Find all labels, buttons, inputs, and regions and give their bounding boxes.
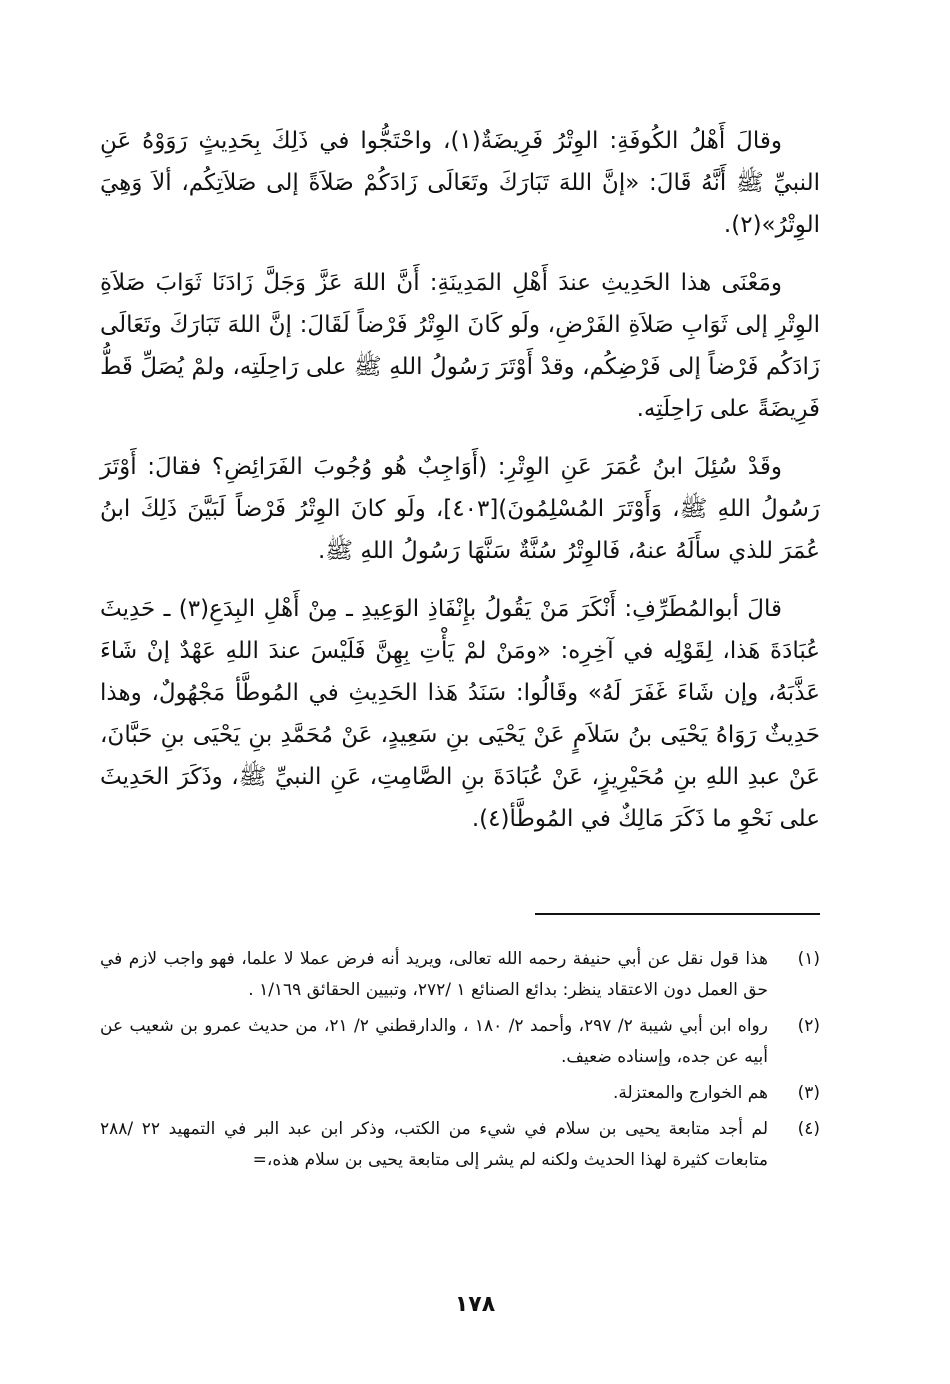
footnote-number: (٣) [797,1083,820,1103]
page-number: ١٧٨ [454,1292,496,1317]
footnote-number: (٤) [797,1119,820,1139]
footnote-number: (١) [797,949,820,969]
footnote-separator [535,913,820,915]
footnote-item [100,944,820,1006]
main-text [100,120,820,856]
paragraph-kufa: وقالَ أَهْلُ الكُوفَةِ: الوِتْرُ فَرِيضَةٌ(١)، واحْتَجُّوا في ذَلِكَ بِحَدِيثٍ رَوَوْهُ عَنِ النبيِّ ﷺ أَنَّهُ قَالَ: «إنَّ اللهَ تَبَارَكَ وتَعَالَى زَادَكُمْ صَلاَةً إلى صَلاَتِكُم، ألاَ وَهِيَ الوِتْرُ»(٢). [100,128,820,238]
footnote-number: (٢) [797,1016,820,1036]
paragraph-madina: ومَعْنَى هذا الحَدِيثِ عندَ أَهْلِ المَدِينَةِ: أَنَّ اللهَ عَزَّ وَجَلَّ زَادَنَا ثَوَابَ صَلاَةِ الوِتْرِ إلى ثَوَابِ صَلاَةِ الفَرْضِ، ولَو كَانَ الوِتْرُ فَرْضاً لَقَالَ: إنَّ اللهَ تَبَارَكَ وتَعَالَى زَادَكُم فَرْضاً إلى فَرْضِكُم، وقدْ أَوْتَرَ رَسُولُ اللهِ ﷺ على رَاحِلَتِه، ولمْ يُصَلِّ قَطُّ فَرِيضَةً على رَاحِلَتِه. [100,270,820,422]
footnote-text: هم الخوارج والمعتزلة. [612,1083,768,1103]
footnote-text: رواه ابن أبي شيبة ٢/ ٢٩٧، وأحمد ٢/ ١٨٠ ، والدارقطني ٢/ ٢١، من حديث عمرو بن شعيب عن أبيه عن جده، وإسناده ضعيف. [100,1016,768,1067]
footnote-item [100,1011,820,1073]
footnote-text: هذا قول نقل عن أبي حنيفة رحمه الله تعالى، ويريد أنه فرض عملا لا علما، فهو واجب لازم في حق العمل دون الاعتقاد ينظر: بدائع الصنائع ١ /٢٧٢، وتبيين الحقائق ١/١٦٩ . [100,949,768,1000]
paragraph-abu-al-mutarrif: قالَ أبوالمُطَرِّفِ: أَنْكَرَ مَنْ يَقُولُ بإِنْفَاذِ الوَعِيدِ ـ مِنْ أَهْلِ البِدَعِ(٣) ـ حَدِيثَ عُبَادَةَ هَذا، لِقَوْلِه في آخِرِه: «ومَنْ لمْ يَأْتِ بِهِنَّ فَلَيْسَ عندَ اللهِ عَهْدٌ إنْ شَاءَ عَذَّبَهُ، وإن شَاءَ غَفَرَ لَهُ» وقَالُوا: سَنَدُ هَذا الحَدِيثِ في المُوطَّأ مَجْهُولٌ، وهذا حَدِيثٌ رَوَاهُ يَحْيَى بنُ سَلاَمٍ عَنْ يَحْيَى بنِ سَعِيدٍ، عَنْ مُحَمَّدِ بنِ يَحْيَى بنِ حَبَّانَ، عَنْ عبدِ اللهِ بنِ مُحَيْرِيزٍ، عَنْ عُبَادَةَ بنِ الصَّامِتِ، عَنِ النبيِّ ﷺ، وذَكَرَ الحَدِيثَ على نَحْوِ ما ذَكَرَ مَالِكٌ في المُوطَّأ(٤). [100,596,820,832]
footnote-item [100,1114,820,1176]
footnote-item [100,1078,820,1109]
paragraph-ibn-umar: وقَدْ سُئِلَ ابنُ عُمَرَ عَنِ الوِتْرِ: (أَوَاجِبٌ هُو وُجُوبَ الفَرَائِضِ؟ فقالَ: أَوْتَرَ رَسُولُ اللهِ ﷺ، وَأَوْتَرَ المُسْلِمُونَ)[٤٠٣]، ولَو كانَ الوِتْرُ فَرْضاً لَبَيَّنَ ذَلِكَ ابنُ عُمَرَ للذي سأَلَهُ عنهُ، فَالوِتْرُ سُنَّةٌ سَنَّهَا رَسُولُ اللهِ ﷺ. [100,454,820,564]
footnote-text: لم أجد متابعة يحيى بن سلام في شيء من الكتب، وذكر ابن عبد البر في التمهيد ٢٢ /٢٨٨ متابعات كثيرة لهذا الحديث ولكنه لم يشر إلى متابعة يحيى بن سلام هذه،= [100,1119,768,1170]
footnotes [100,944,820,1181]
